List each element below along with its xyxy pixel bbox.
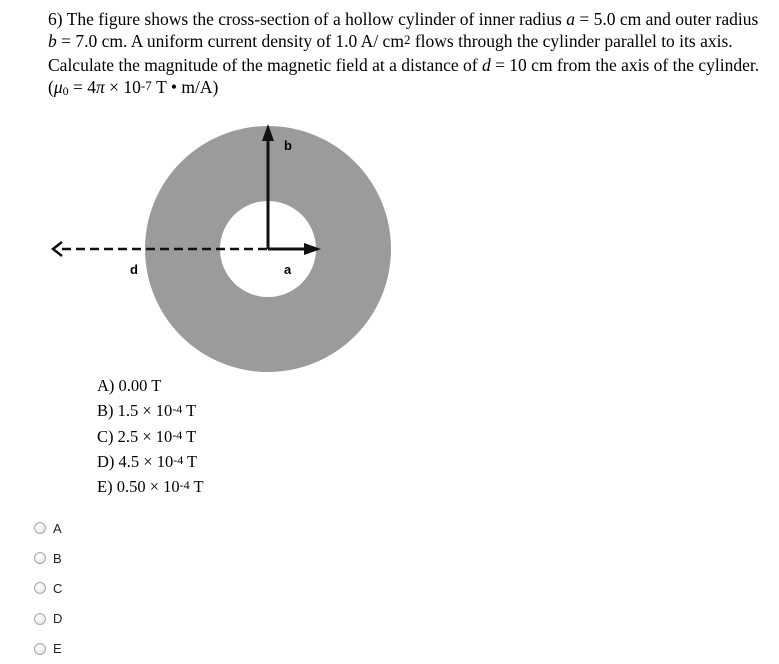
answer-choices-list bbox=[97, 374, 204, 500]
distance-d-arrowhead bbox=[53, 242, 62, 256]
cylinder-cross-section-figure bbox=[40, 115, 410, 385]
radio-button-d[interactable] bbox=[34, 613, 46, 625]
radio-button-e[interactable] bbox=[34, 643, 46, 655]
label-d: d bbox=[130, 262, 138, 277]
radio-button-b[interactable] bbox=[34, 552, 46, 564]
answer-label-a[interactable]: A bbox=[53, 520, 62, 536]
radio-button-a[interactable] bbox=[34, 522, 46, 534]
choice-d: D) $4.5 \times 10^{-4}$ T bbox=[97, 451, 198, 471]
answer-label-c[interactable]: C bbox=[53, 580, 63, 596]
answer-option-e[interactable] bbox=[34, 634, 62, 664]
label-b: b bbox=[284, 138, 292, 153]
choice-e: E) $0.50 \times 10^{-4}$ T bbox=[97, 477, 204, 497]
label-a: a bbox=[284, 262, 292, 277]
answer-label-b[interactable]: B bbox=[53, 550, 62, 566]
question-text: 6) The figure shows the cross-section of a hollow cylinder of inner radius a = 5.0 cm and outer radius b = 7.0 cm. A uniform current density of 1.0 A/ $cm^2$ flows through the cylinder parallel to its axis. Calculate the magnitude of the magnetic field at a distance of d = 10 cm from the axis of the cylinder. ($\mu_0 = 4\pi \times 10^{-7}$ T • m/A) bbox=[48, 9, 760, 98]
answer-label-e[interactable]: E bbox=[53, 641, 62, 657]
choice-a: A) 0.00 T bbox=[97, 376, 162, 395]
answer-option-a[interactable] bbox=[34, 513, 62, 543]
choice-b: B) $1.5 \times 10^{-4}$ T bbox=[97, 401, 197, 421]
radio-button-c[interactable] bbox=[34, 582, 46, 594]
answer-radio-group bbox=[34, 513, 62, 664]
choice-c: C) $2.5 \times 10^{-4}$ T bbox=[97, 426, 197, 446]
answer-option-b[interactable] bbox=[34, 543, 62, 573]
answer-option-c[interactable] bbox=[34, 573, 62, 603]
question-number: 6) bbox=[48, 9, 63, 29]
figure-svg bbox=[40, 115, 410, 380]
answer-option-d[interactable] bbox=[34, 604, 62, 634]
answer-label-d[interactable]: D bbox=[53, 611, 63, 627]
